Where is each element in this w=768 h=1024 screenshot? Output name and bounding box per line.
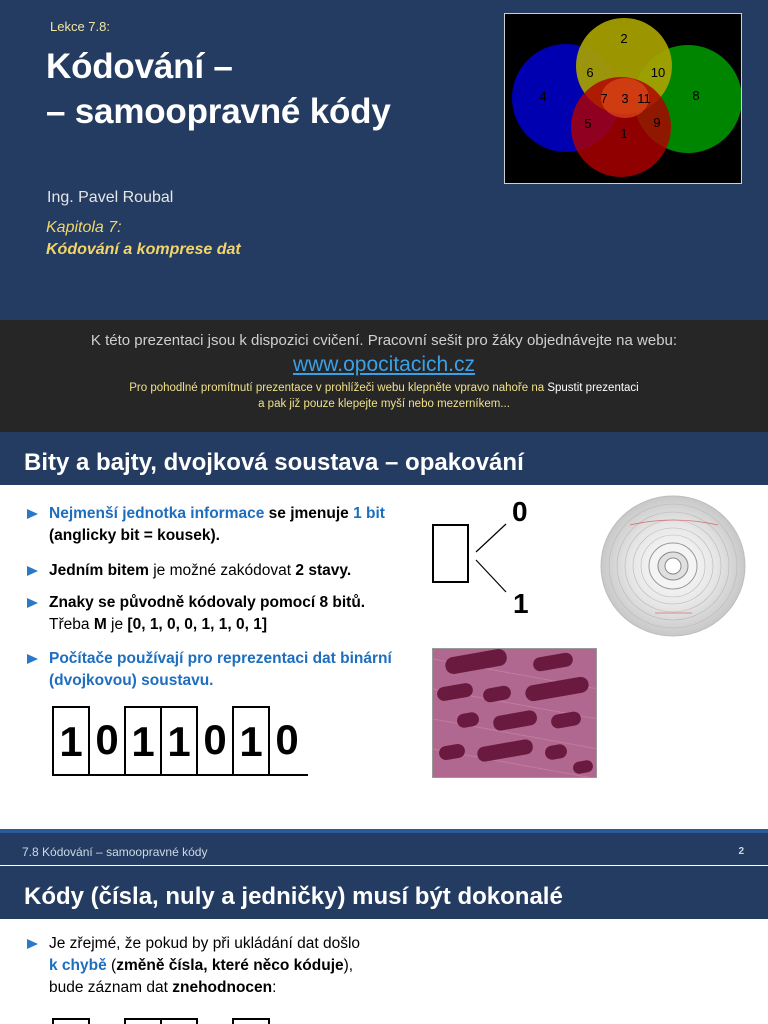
bold-text: 2 stavy.: [295, 562, 352, 579]
pits-pattern: [433, 649, 597, 778]
bold-text: M: [93, 616, 107, 633]
venn-label-2: 2: [620, 31, 628, 46]
venn-label-1: 1: [620, 126, 628, 141]
venn-label-3: 3: [621, 91, 629, 106]
bullet-arrow-icon: [27, 939, 38, 949]
bullet-arrow-icon: [27, 654, 38, 664]
venn-label-4: 4: [539, 89, 547, 104]
instructions: [0, 380, 768, 412]
bit-cell: 1: [232, 706, 270, 776]
bold-text: Znaky se původně kódovaly pomocí 8 bitů.: [49, 594, 366, 611]
instructions-text: Pro pohodlné promítnutí prezentace v prohlížeči webu klepněte vpravo nahoře na: [129, 382, 548, 394]
bold-text: změně čísla, které něco kóduje: [116, 957, 344, 974]
highlight-text: k chybě: [49, 957, 107, 974]
bold-text: znehodnocen: [172, 979, 273, 996]
bullet-2: [27, 560, 427, 582]
bullet-text: bude záznam dat: [49, 979, 173, 996]
bullet-arrow-icon: [27, 566, 38, 576]
slide3-title: Kódy (čísla, nuly a jedničky) musí být dokonalé: [24, 883, 563, 910]
venn-svg: [505, 14, 741, 183]
venn-label-11: 11: [637, 91, 651, 106]
info-text: K této prezentaci jsou k dispozici cvičení. Pracovní sešit pro žáky objednávejte na webu:: [90, 332, 678, 349]
bit-box: [432, 524, 469, 583]
bullet-3: [27, 592, 427, 636]
venn-diagram: [504, 13, 742, 184]
venn-label-10: 10: [650, 65, 666, 80]
bit-branch-lines: [472, 520, 512, 600]
slide-footer: [0, 833, 768, 865]
instructions-line-1: [0, 380, 768, 396]
venn-label-7: 7: [600, 91, 608, 106]
bit-cell: 0: [196, 706, 234, 776]
venn-label-5: 5: [584, 116, 592, 131]
bits-baseline: [52, 774, 308, 776]
bullet-text: se jmenuje: [264, 505, 354, 522]
bullet-text: :: [272, 979, 277, 996]
author-name: Ing. Pavel Roubal: [47, 189, 174, 206]
bullet-text: (: [106, 957, 117, 974]
title-line-2: – samoopravné kódy: [46, 92, 391, 131]
bit-cell: 0: [88, 706, 126, 776]
bullet-text: je: [106, 616, 128, 633]
highlight-text: 1 bit: [353, 505, 385, 522]
bit-cell: 0: [268, 706, 306, 776]
bold-text: [0, 1, 0, 0, 1, 1, 0, 1]: [127, 616, 267, 633]
bullet-1: [27, 503, 427, 547]
chapter-info: [46, 217, 241, 261]
bit-cell: 1: [160, 706, 198, 776]
venn-label-9: 9: [653, 115, 661, 130]
disc-surface-image: [432, 648, 597, 778]
instructions-line-2: a pak již pouze klepejte myší nebo mezerníkem...: [258, 398, 510, 410]
page-number: 2: [738, 846, 744, 857]
lesson-label: Lekce 7.8:: [50, 19, 110, 34]
cd-disc-image: [600, 495, 746, 637]
chapter-name: Kódování a komprese dat: [46, 241, 241, 258]
slide2-header: [0, 432, 768, 485]
highlight-text: Nejmenší jednotka informace: [49, 505, 265, 522]
bullet-text: je možné zakódovat: [148, 562, 296, 579]
bullet-text: Je zřejmé, že pokud by při ukládání dat došlo: [49, 935, 361, 952]
bullet-text: (anglicky bit = kousek).: [49, 527, 220, 544]
website-link[interactable]: www.opocitacich.cz: [292, 353, 476, 376]
venn-label-6: 6: [586, 65, 594, 80]
slide3-header: [0, 866, 768, 919]
slide3-bullet: [27, 933, 447, 999]
bit-cell: [124, 1018, 162, 1024]
bullet-arrow-icon: [27, 509, 38, 519]
bullet-text: Počítače používají pro reprezentaci dat binární (dvojkovou) soustavu.: [49, 650, 392, 689]
bit-cell: [160, 1018, 198, 1024]
title-slide: [0, 0, 768, 320]
bit-cell: [232, 1018, 270, 1024]
slide-title: [46, 44, 391, 134]
bit-state-zero: 0: [512, 496, 528, 527]
bit-cell: 1: [52, 706, 90, 776]
venn-label-8: 8: [692, 88, 700, 103]
bullet-text: Třeba: [49, 616, 94, 633]
footer-title: 7.8 Kódování – samoopravné kódy: [22, 845, 208, 859]
bullet-arrow-icon: [27, 598, 38, 608]
bit-state-one: 1: [513, 588, 529, 619]
bullet-text: ),: [343, 957, 354, 974]
bit-cell: [52, 1018, 90, 1024]
bullet-4: [27, 648, 427, 692]
bit-cell: 1: [124, 706, 162, 776]
info-bar: [0, 320, 768, 432]
bold-text: Jedním bitem: [49, 562, 149, 579]
title-line-1: Kódování –: [46, 47, 233, 86]
start-presentation-label: Spustit prezentaci: [547, 382, 639, 394]
slide2-title: Bity a bajty, dvojková soustava – opakování: [24, 449, 524, 476]
chapter-label: Kapitola 7:: [46, 219, 122, 236]
